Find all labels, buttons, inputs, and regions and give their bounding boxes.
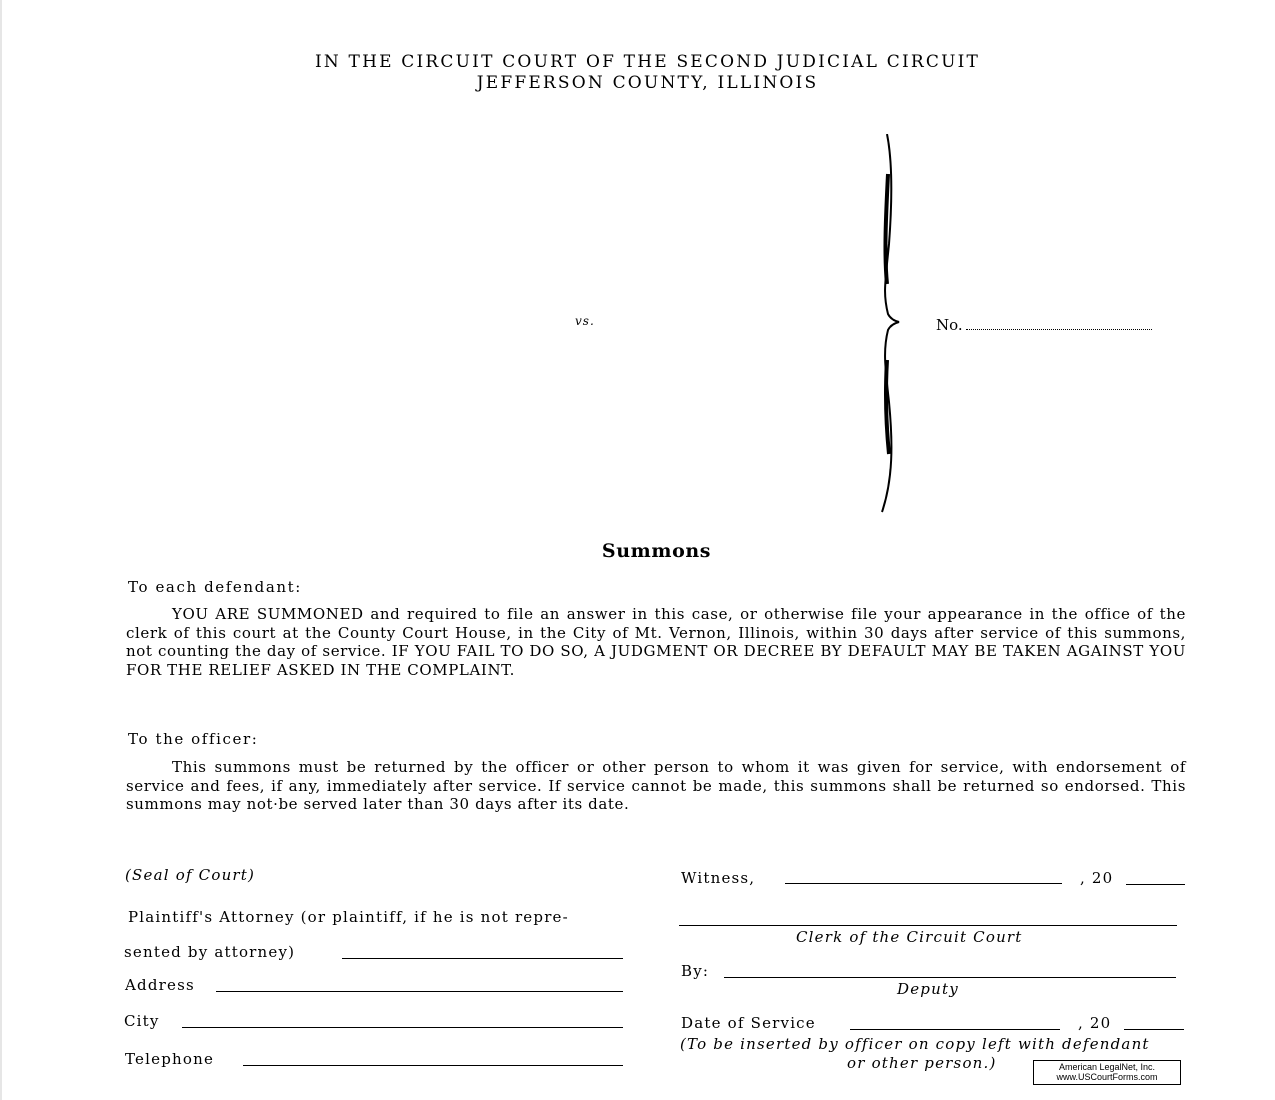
service-year-field[interactable] (1124, 1029, 1184, 1030)
witness-year-field[interactable] (1126, 884, 1185, 885)
case-number-field[interactable] (966, 329, 1152, 330)
court-title-line2: JEFFERSON COUNTY, ILLINOIS (476, 73, 819, 93)
publisher-stamp (1033, 1060, 1181, 1085)
defendant-body: YOU ARE SUMMONED and required to file an answer in this case, or otherwise file your appearance in the office of the clerk of this court at the County Court House, in the City of Mt. Vernon, Illinois, within 30 days after service of this summons, not counting the day of service. IF YOU FAIL TO DO SO, A JUDGMENT OR DECREE BY DEFAULT MAY BE TAKEN AGAINST YOU FOR THE RELIEF ASKED IN THE COMPLAINT. (126, 605, 1186, 679)
document-title: Summons (601, 540, 712, 562)
service-note-line1: (To be inserted by officer on copy left with defendant (680, 1035, 1150, 1053)
clerk-signature-field[interactable] (679, 925, 1177, 926)
city-label: City (124, 1012, 160, 1030)
publisher-url: www.USCourtForms.com (1056, 1072, 1158, 1082)
address-label: Address (125, 976, 195, 994)
service-note-line2: or other person.) (847, 1054, 997, 1072)
witness-year-label: , 20 (1080, 869, 1114, 887)
officer-heading: To the officer: (128, 730, 259, 748)
witness-field[interactable] (785, 883, 1062, 884)
by-label: By: (681, 962, 710, 980)
deputy-signature-field[interactable] (724, 977, 1176, 978)
caption-brace-icon (872, 134, 912, 516)
city-field[interactable] (182, 1027, 623, 1028)
attorney-name-field[interactable] (342, 958, 623, 959)
versus-label: vs. (575, 314, 595, 328)
officer-paragraph (126, 758, 1186, 814)
clerk-label: Clerk of the Circuit Court (796, 928, 1023, 946)
defendant-paragraph (126, 605, 1186, 679)
deputy-label: Deputy (897, 980, 959, 998)
telephone-field[interactable] (243, 1065, 623, 1066)
date-of-service-label: Date of Service (681, 1014, 816, 1032)
telephone-label: Telephone (125, 1050, 215, 1068)
publisher-name: American LegalNet, Inc. (1058, 1062, 1156, 1072)
seal-of-court: (Seal of Court) (125, 866, 256, 884)
defendant-heading: To each defendant: (128, 578, 302, 596)
court-title-line1: IN THE CIRCUIT COURT OF THE SECOND JUDICIAL CIRCUIT (314, 52, 981, 72)
officer-body: This summons must be returned by the officer or other person to whom it was given for service, with endorsement of service and fees, if any, immediately after service. If service cannot be made, this summons shall be returned so endorsed. This summons may not·be served later than 30 days after its date. (126, 758, 1186, 813)
attorney-label-line2: sented by attorney) (124, 943, 296, 961)
service-year-label: , 20 (1078, 1014, 1112, 1032)
attorney-label-line1: Plaintiff's Attorney (or plaintiff, if he is not repre- (128, 908, 569, 926)
address-field[interactable] (216, 991, 623, 992)
date-of-service-field[interactable] (850, 1029, 1060, 1030)
witness-label: Witness, (681, 869, 756, 887)
case-number-label: No. (936, 316, 963, 334)
